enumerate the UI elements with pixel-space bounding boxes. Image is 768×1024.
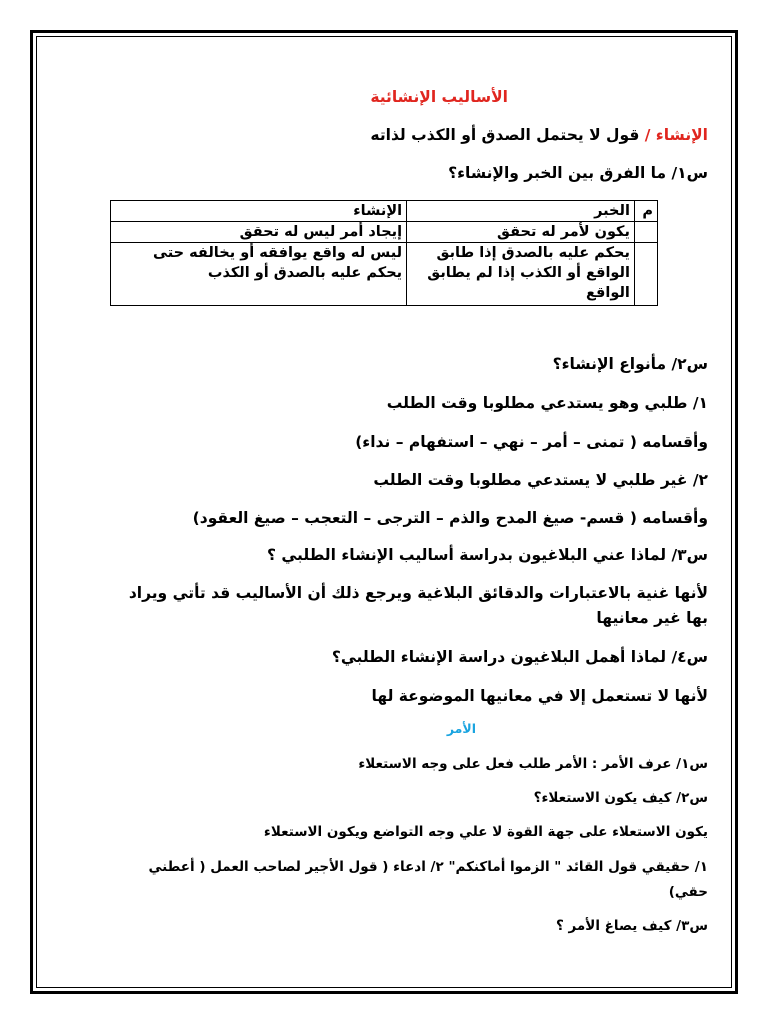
definition-label: الإنشاء / bbox=[644, 126, 708, 144]
comparison-table bbox=[110, 200, 658, 306]
amr-question-3: س٣/ كيف يصاغ الأمر ؟ bbox=[556, 918, 708, 934]
table-row bbox=[111, 243, 658, 306]
question-2: س٢/ مأنواع الإنشاء؟ bbox=[552, 355, 708, 373]
definition-text: قول لا يحتمل الصدق أو الكذب لذاته bbox=[370, 126, 645, 144]
cell-m bbox=[634, 243, 657, 306]
definition-line bbox=[60, 126, 708, 144]
question-1: س١/ ما الفرق بين الخبر والإنشاء؟ bbox=[448, 164, 708, 182]
answer-4: لأنها لا تستعمل إلا في معانيها الموضوعة لها bbox=[371, 687, 708, 705]
header-m: م bbox=[634, 201, 657, 222]
cell-khabar: يحكم عليه بالصدق إذا طابق الواقع أو الكذب إذا لم يطابق الواقع bbox=[407, 243, 635, 306]
amr-question-1: س١/ عرف الأمر : الأمر طلب فعل على وجه الاستعلاء bbox=[358, 756, 708, 772]
amr-answer-2: يكون الاستعلاء على جهة القوة لا علي وجه التواضع ويكون الاستعلاء bbox=[263, 824, 708, 840]
type-1-parts: وأقسامه ( تمنى – أمر – نهي – استفهام – نداء) bbox=[355, 433, 708, 451]
cell-insha: إيجاد أمر ليس له تحقق bbox=[111, 222, 407, 243]
header-insha: الإنشاء bbox=[111, 201, 407, 222]
question-4: س٤/ لماذا أهمل البلاغيون دراسة الإنشاء الطلبي؟ bbox=[331, 648, 708, 666]
document-title: الأساليب الإنشائية bbox=[370, 88, 508, 106]
answer-3-line-2: بها غير معانيها bbox=[596, 609, 708, 627]
type-1: ١/ طلبي وهو يستدعي مطلوبا وقت الطلب bbox=[386, 394, 708, 412]
amr-answer-2-line-2: ١/ حقيقي قول القائد " الزموا أماكنكم" ٢/ ادعاء ( قول الأجير لصاحب العمل ( أعطني bbox=[148, 859, 708, 875]
amr-answer-2-line-3: حقي) bbox=[668, 884, 708, 900]
question-3: س٣/ لماذا عني البلاغيون بدراسة أساليب الإنشاء الطلبي ؟ bbox=[266, 546, 708, 564]
cell-m bbox=[634, 222, 657, 243]
answer-3-line-1: لأنها غنية بالاعتبارات والدقائق البلاغية ويرجع ذلك أن الأساليب قد تأتي ويراد bbox=[128, 584, 708, 602]
header-khabar: الخبر bbox=[407, 201, 635, 222]
cell-khabar: يكون لأمر له تحقق bbox=[407, 222, 635, 243]
amr-heading: الأمر bbox=[446, 721, 476, 736]
table-row bbox=[111, 222, 658, 243]
type-2-parts: وأقسامه ( قسم- صيغ المدح والذم – الترجى – التعجب – صيغ العقود) bbox=[192, 509, 708, 527]
amr-question-2: س٢/ كيف يكون الاستعلاء؟ bbox=[533, 790, 708, 806]
cell-insha: ليس له واقع يوافقه أو يخالفه حتى يحكم عليه بالصدق أو الكذب bbox=[111, 243, 407, 306]
table-header-row bbox=[111, 201, 658, 222]
type-2: ٢/ غير طلبي لا يستدعي مطلوبا وقت الطلب bbox=[373, 471, 708, 489]
